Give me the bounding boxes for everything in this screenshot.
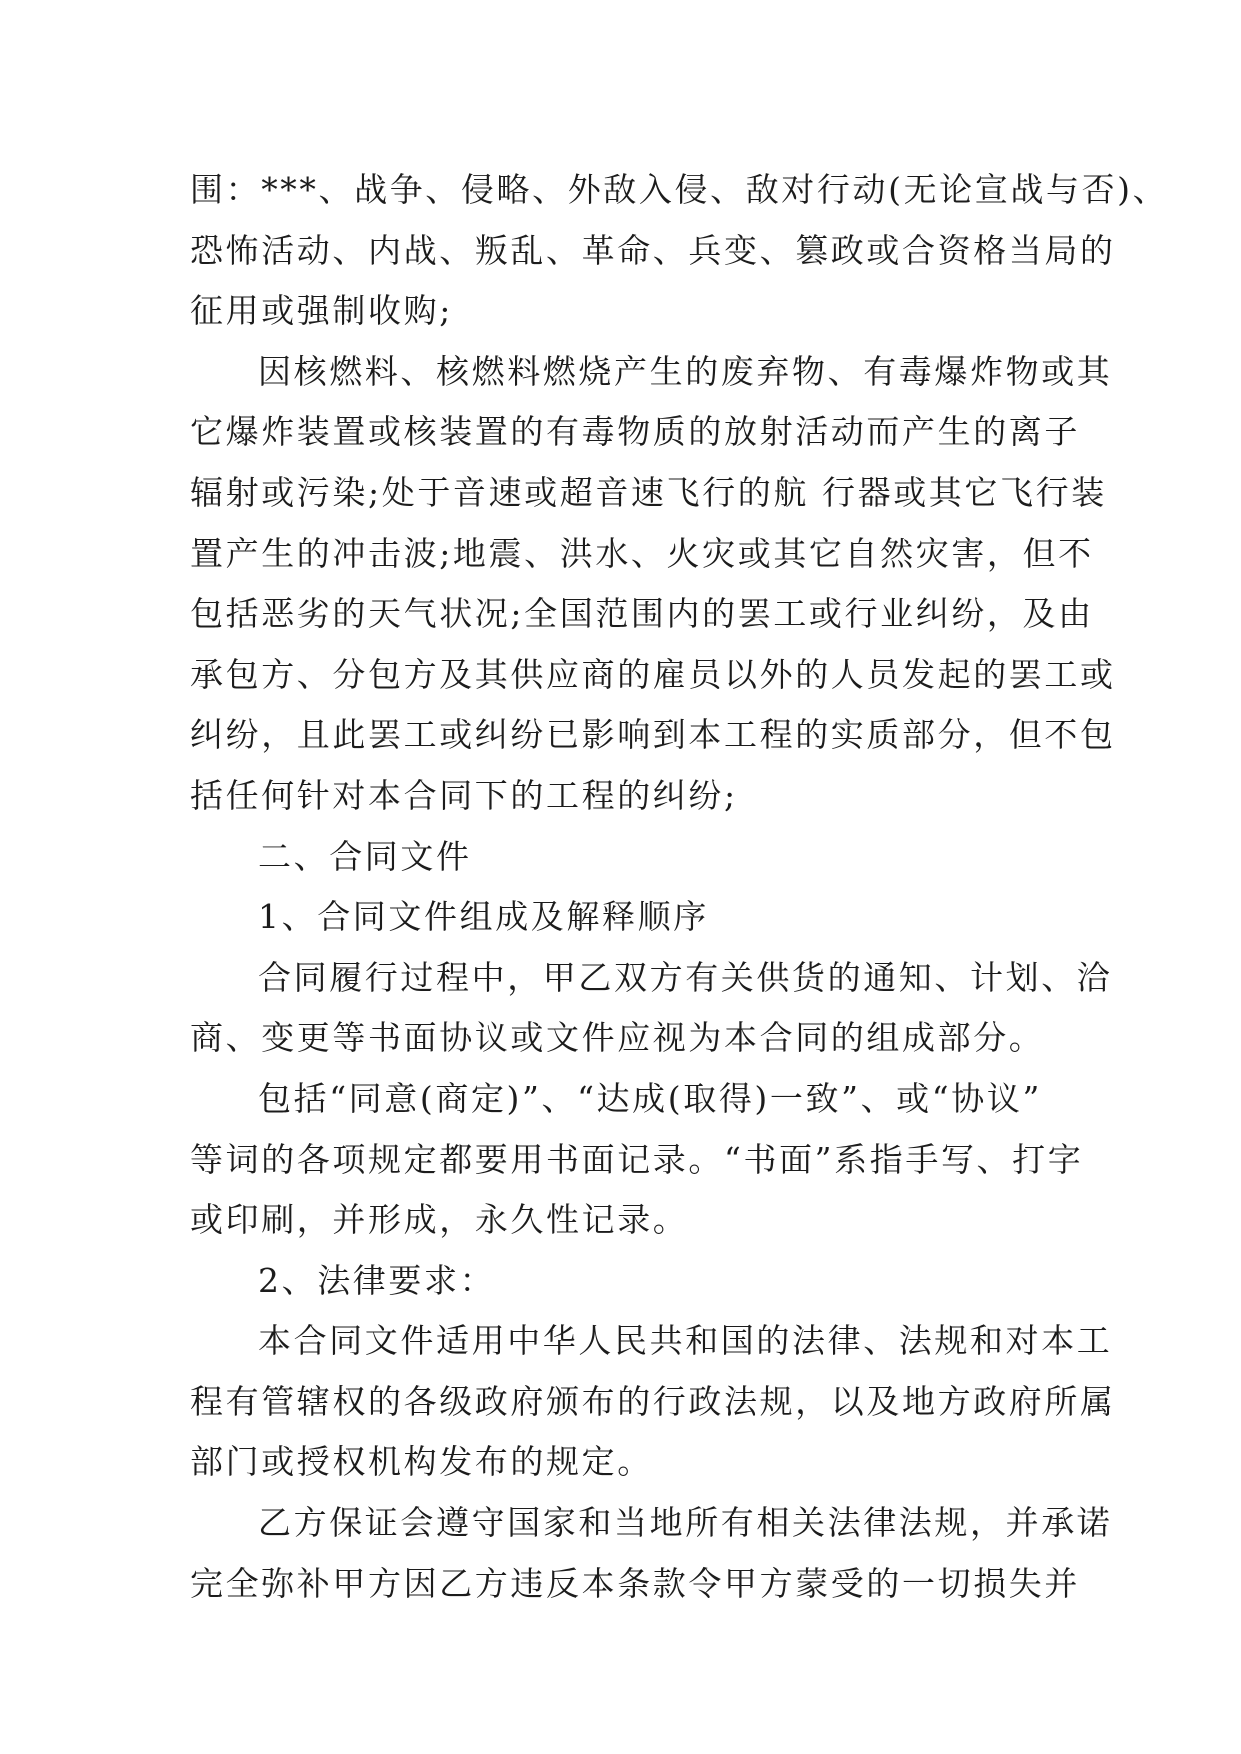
text-line: 承包方、分包方及其供应商的雇员以外的人员发起的罢工或 (190, 654, 1116, 694)
text-line: 围：***、战争、侵略、外敌入侵、敌对行动(无论宣战与否)、 (190, 170, 1169, 209)
text-line: 商、变更等书面协议或文件应视为本合同的组成部分。 (190, 1018, 1045, 1058)
text-line: 置产生的冲击波;地震、洪水、火灾或其它自然灾害，但不 (190, 533, 1094, 573)
text-line: 本合同文件适用中华人民共和国的法律、法规和对本工 (258, 1321, 1113, 1361)
text-line: 纠纷，且此罢工或纠纷已影响到本工程的实质部分，但不包 (190, 715, 1116, 755)
section-heading: 二、合同文件 (258, 836, 472, 876)
text-line: 等词的各项规定都要用书面记录。“书面”系指手写、打字 (190, 1139, 1084, 1179)
text-line: 包括“同意(商定)”、“达成(取得)一致”、或“协议” (258, 1078, 1042, 1118)
text-line: 合同履行过程中，甲乙双方有关供货的通知、计划、洽 (258, 957, 1113, 997)
text-line: 包括恶劣的天气状况;全国范围内的罢工或行业纠纷，及由 (190, 594, 1094, 634)
text-line: 括任何针对本合同下的工程的纠纷; (190, 775, 738, 815)
text-line: 部门或授权机构发布的规定。 (190, 1442, 653, 1482)
text-line: 征用或强制收购; (190, 291, 453, 331)
document-body (190, 160, 1169, 1614)
text-line: 它爆炸装置或核装置的有毒物质的放射活动而产生的离子 (190, 412, 1080, 452)
text-line: 乙方保证会遵守国家和当地所有相关法律法规，并承诺 (258, 1503, 1113, 1543)
subsection-heading: 2、法律要求： (258, 1260, 496, 1300)
text-line: 或印刷，并形成，永久性记录。 (190, 1200, 689, 1240)
text-line: 恐怖活动、内战、叛乱、革命、兵变、篡政或合资格当局的 (190, 230, 1116, 270)
text-line: 辐射或污染;处于音速或超音速飞行的航 行器或其它飞行装 (190, 472, 1107, 512)
subsection-heading: 1、合同文件组成及解释顺序 (258, 897, 709, 937)
text-line: 程有管辖权的各级政府颁布的行政法规，以及地方政府所属 (190, 1381, 1116, 1421)
text-line: 完全弥补甲方因乙方违反本条款令甲方蒙受的一切损失并 (190, 1563, 1080, 1603)
text-line: 因核燃料、核燃料燃烧产生的废弃物、有毒爆炸物或其 (258, 351, 1113, 391)
